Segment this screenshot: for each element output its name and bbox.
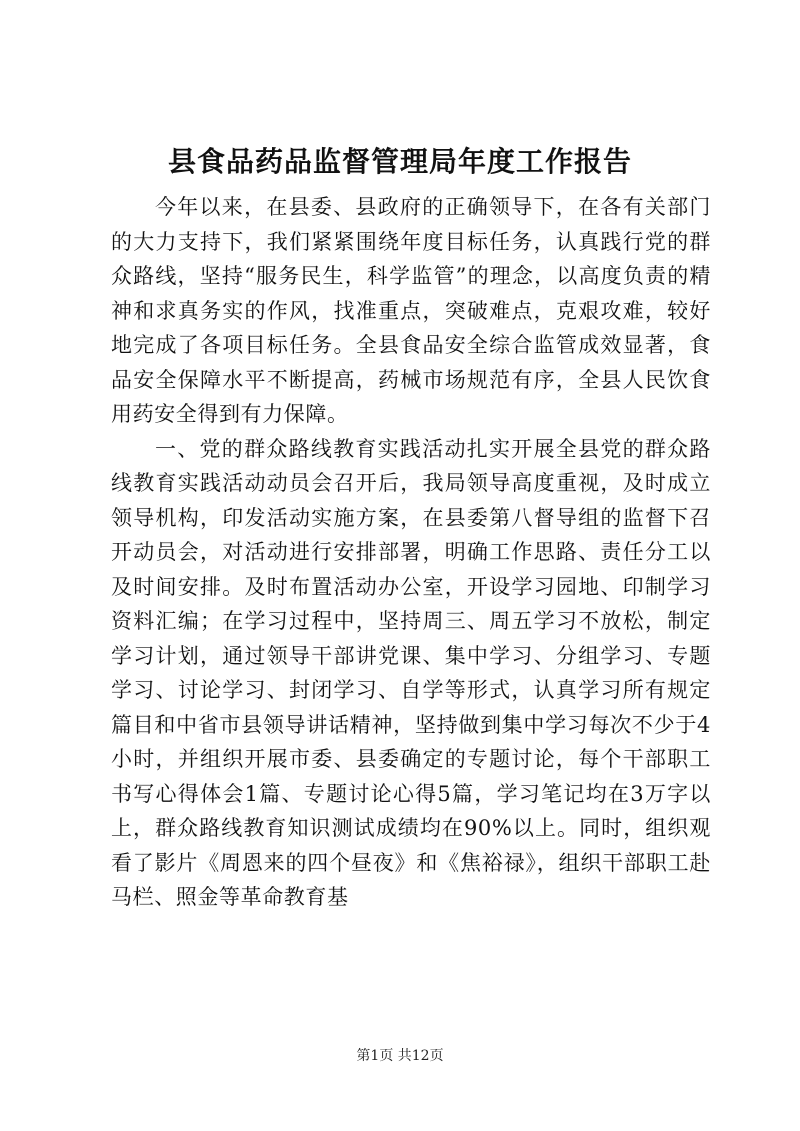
- page-footer: [0, 1046, 800, 1066]
- paragraph-intro: 今年以来，在县委、县政府的正确领导下，在各有关部门的大力支持下，我们紧紧围绕年度目标任务，认真践行党的群众路线，坚持“服务民生，科学监管”的理念，以高度负责的精神和求真务实的作风，找准重点，突破难点，克艰攻难，较好地完成了各项目标任务。全县食品安全综合监管成效显著，食品安全保障水平不断提高，药械市场规范有序，全县人民饮食用药安全得到有力保障。: [111, 195, 711, 426]
- page-number-label: 第1页 共12页: [356, 1048, 444, 1064]
- document-title: 县食品药品监督管理局年度工作报告: [167, 145, 632, 178]
- document-body: [111, 190, 711, 915]
- paragraph-section-one: 一、党的群众路线教育实践活动扎实开展全县党的群众路线教育实践活动动员会召开后，我局领导高度重视，及时成立领导机构，印发活动实施方案，在县委第八督导组的监督下召开动员会，对活动进行安排部署，明确工作思路、责任分工以及时间安排。及时布置活动办公室，开设学习园地、印制学习资料汇编；在学习过程中，坚持周三、周五学习不放松，制定学习计划，通过领导干部讲党课、集中学习、分组学习、专题学习、讨论学习、封闭学习、自学等形式，认真学习所有规定篇目和中省市县领导讲话精神，坚持做到集中学习每次不少于4小时，并组织开展市委、县委确定的专题讨论，每个干部职工书写心得体会1篇、专题讨论心得5篇，学习笔记均在3万字以上，群众路线教育知识测试成绩均在90%以上。同时，组织观看了影片《周恩来的四个昼夜》和《焦裕禄》，组织干部职工赴马栏、照金等革命教育基: [111, 436, 711, 909]
